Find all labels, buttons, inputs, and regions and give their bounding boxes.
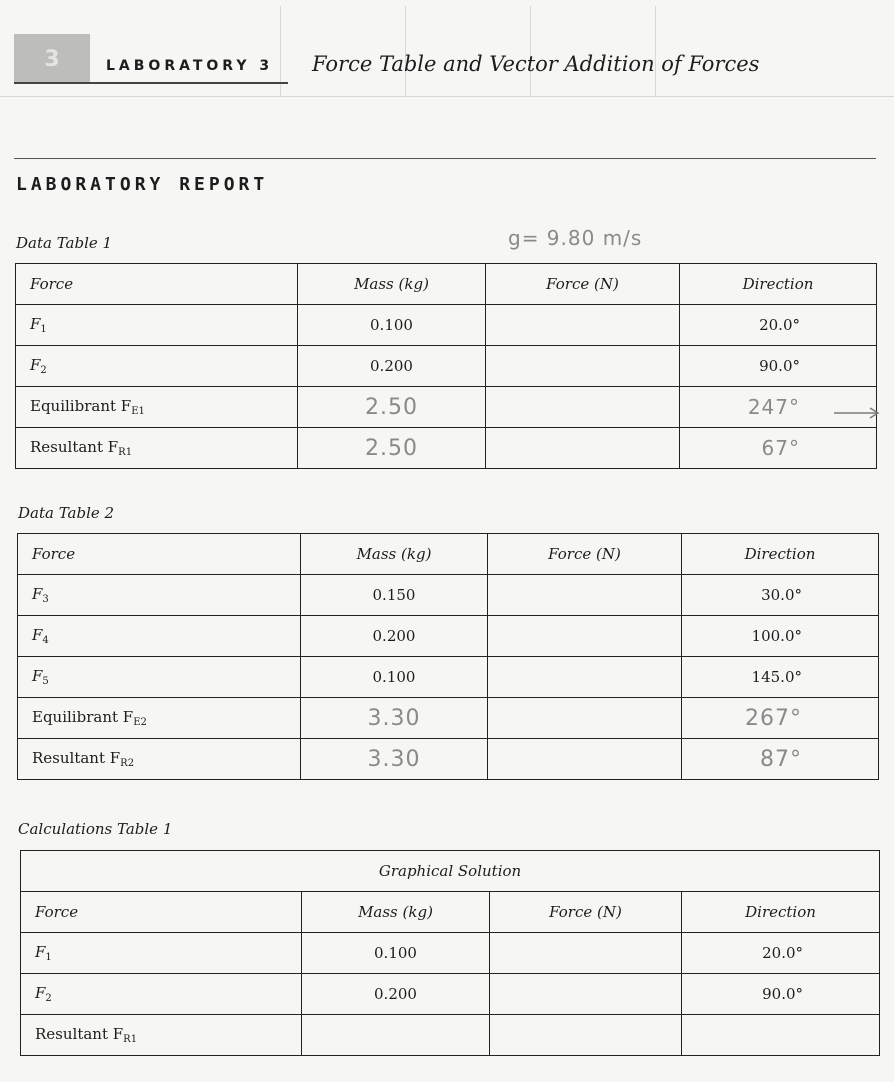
direction-cell[interactable]: 30.0° bbox=[682, 575, 879, 616]
header-mass: Mass (kg) bbox=[298, 264, 486, 305]
table-header-row bbox=[16, 264, 877, 305]
table-row bbox=[18, 657, 879, 698]
data-table-1 bbox=[15, 263, 877, 469]
mass-cell[interactable]: 0.200 bbox=[301, 616, 488, 657]
force-cell: $F_2$ bbox=[21, 974, 302, 1015]
force-cell: Equilibrant $F_{E1}$ bbox=[16, 387, 298, 428]
mass-cell[interactable]: 3.30 bbox=[301, 739, 488, 780]
header-force: Force bbox=[18, 534, 301, 575]
direction-cell[interactable]: 100.0° bbox=[682, 616, 879, 657]
direction-cell[interactable]: 247° bbox=[680, 387, 877, 428]
table-header-row bbox=[21, 892, 880, 933]
table-row bbox=[16, 387, 877, 428]
header-direction: Direction bbox=[682, 892, 880, 933]
force-cell: $F_5$ bbox=[18, 657, 301, 698]
mass-cell[interactable]: 3.30 bbox=[301, 698, 488, 739]
header-direction: Direction bbox=[680, 264, 877, 305]
direction-cell[interactable]: 20.0° bbox=[682, 933, 880, 974]
force-cell: Equilibrant $F_{E2}$ bbox=[18, 698, 301, 739]
table-row bbox=[18, 616, 879, 657]
table-row bbox=[21, 933, 880, 974]
calc-table-1-caption: Calculations Table 1 bbox=[18, 820, 173, 838]
force-n-cell[interactable] bbox=[486, 428, 680, 469]
mass-cell[interactable]: 2.50 bbox=[298, 428, 486, 469]
table-row bbox=[16, 305, 877, 346]
graphical-solution-title: Graphical Solution bbox=[21, 851, 880, 892]
direction-cell[interactable]: 67° bbox=[680, 428, 877, 469]
bleed-through-line bbox=[655, 6, 656, 96]
mass-cell[interactable]: 0.200 bbox=[302, 974, 490, 1015]
table-row bbox=[21, 974, 880, 1015]
table-title-row bbox=[21, 851, 880, 892]
mass-cell[interactable]: 0.150 bbox=[301, 575, 488, 616]
lab-label: LABORATORY 3 bbox=[106, 58, 274, 74]
lab-number-badge bbox=[14, 34, 90, 84]
lab-number: 3 bbox=[44, 46, 60, 72]
force-cell: $F_4$ bbox=[18, 616, 301, 657]
force-n-cell[interactable] bbox=[488, 575, 682, 616]
header-force-n: Force (N) bbox=[488, 534, 682, 575]
data-table-1-caption: Data Table 1 bbox=[16, 234, 113, 252]
force-n-cell[interactable] bbox=[486, 346, 680, 387]
direction-cell[interactable] bbox=[682, 1015, 880, 1056]
header-mass: Mass (kg) bbox=[302, 892, 490, 933]
force-cell: Resultant $F_{R1}$ bbox=[16, 428, 298, 469]
force-n-cell[interactable] bbox=[488, 739, 682, 780]
direction-cell[interactable]: 90.0° bbox=[682, 974, 880, 1015]
force-n-cell[interactable] bbox=[486, 305, 680, 346]
force-n-cell[interactable] bbox=[490, 1015, 682, 1056]
header-force: Force bbox=[16, 264, 298, 305]
mass-cell[interactable]: 0.200 bbox=[298, 346, 486, 387]
table-row bbox=[18, 698, 879, 739]
report-divider bbox=[14, 158, 876, 159]
bleed-through-line bbox=[0, 96, 894, 97]
bleed-through-line bbox=[530, 6, 531, 96]
force-cell: $F_1$ bbox=[16, 305, 298, 346]
calc-table-1 bbox=[20, 850, 880, 1056]
force-n-cell[interactable] bbox=[490, 933, 682, 974]
table-row bbox=[21, 1015, 880, 1056]
force-n-cell[interactable] bbox=[488, 698, 682, 739]
header-rule bbox=[14, 82, 288, 84]
header-direction: Direction bbox=[682, 534, 879, 575]
force-cell: Resultant $F_{R2}$ bbox=[18, 739, 301, 780]
table-row bbox=[18, 575, 879, 616]
header-force-n: Force (N) bbox=[486, 264, 680, 305]
gravity-note: g= 9.80 m/s bbox=[508, 226, 643, 250]
data-table-2 bbox=[17, 533, 879, 780]
header-force-n: Force (N) bbox=[490, 892, 682, 933]
table-row bbox=[16, 428, 877, 469]
force-cell: $F_1$ bbox=[21, 933, 302, 974]
mass-cell[interactable]: 2.50 bbox=[298, 387, 486, 428]
force-n-cell[interactable] bbox=[488, 657, 682, 698]
table-row bbox=[18, 739, 879, 780]
direction-cell[interactable]: 145.0° bbox=[682, 657, 879, 698]
force-n-cell[interactable] bbox=[490, 974, 682, 1015]
force-cell: $F_2$ bbox=[16, 346, 298, 387]
force-n-cell[interactable] bbox=[486, 387, 680, 428]
table-row bbox=[16, 346, 877, 387]
lab-title: Force Table and Vector Addition of Forces bbox=[312, 52, 760, 76]
direction-cell[interactable]: 267° bbox=[682, 698, 879, 739]
mass-cell[interactable] bbox=[302, 1015, 490, 1056]
mass-cell[interactable]: 0.100 bbox=[302, 933, 490, 974]
data-table-2-caption: Data Table 2 bbox=[18, 504, 115, 522]
mass-cell[interactable]: 0.100 bbox=[298, 305, 486, 346]
force-cell: Resultant $F_{R1}$ bbox=[21, 1015, 302, 1056]
header-force: Force bbox=[21, 892, 302, 933]
direction-cell[interactable]: 87° bbox=[682, 739, 879, 780]
report-title: LABORATORY REPORT bbox=[16, 174, 269, 195]
force-cell: $F_3$ bbox=[18, 575, 301, 616]
bleed-through-line bbox=[405, 6, 406, 96]
header-mass: Mass (kg) bbox=[301, 534, 488, 575]
arrow-icon bbox=[832, 406, 882, 420]
direction-cell[interactable]: 20.0° bbox=[680, 305, 877, 346]
mass-cell[interactable]: 0.100 bbox=[301, 657, 488, 698]
table-header-row bbox=[18, 534, 879, 575]
force-n-cell[interactable] bbox=[488, 616, 682, 657]
direction-cell[interactable]: 90.0° bbox=[680, 346, 877, 387]
